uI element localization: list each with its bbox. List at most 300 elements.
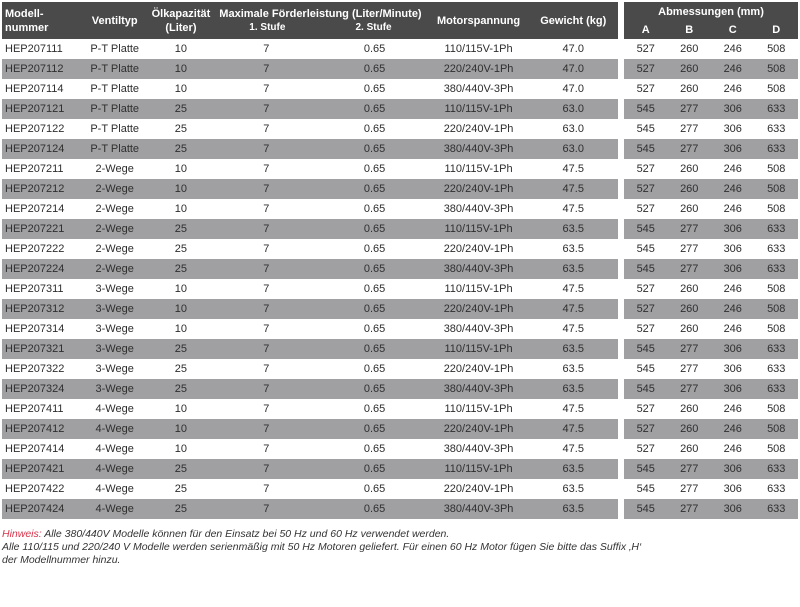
cell-dim-a: 545 — [624, 479, 668, 499]
table-row — [624, 39, 798, 59]
cell-voltage: 220/240V-1Ph — [429, 179, 529, 199]
cell-voltage: 220/240V-1Ph — [429, 419, 529, 439]
table-row — [624, 499, 798, 519]
cell-dim-b: 277 — [668, 119, 712, 139]
cell-dim-d: 508 — [755, 159, 799, 179]
cell-dim-a: 545 — [624, 459, 668, 479]
cell-weight: 63.5 — [528, 259, 618, 279]
cell-dim-a: 527 — [624, 279, 668, 299]
cell-dim-a: 545 — [624, 119, 668, 139]
cell-valve-type: 4-Wege — [80, 399, 150, 419]
cell-weight: 63.5 — [528, 339, 618, 359]
header-oil-capacity: Ölkapazität (Liter) — [150, 2, 213, 39]
cell-flow — [212, 199, 428, 219]
cell-flow-stage-1: 7 — [263, 83, 270, 95]
cell-model-number: HEP207414 — [2, 439, 80, 459]
cell-flow-stage-2: 0.65 — [363, 143, 386, 155]
footnote-line-3: der Modellnummer hinzu. — [2, 554, 121, 566]
cell-flow-stage-1: 7 — [263, 183, 270, 195]
cell-dim-c: 246 — [711, 79, 755, 99]
cell-voltage: 110/115V-1Ph — [429, 99, 529, 119]
cell-dim-b: 277 — [668, 359, 712, 379]
cell-flow — [212, 279, 428, 299]
cell-flow-stage-2: 0.65 — [363, 403, 386, 415]
table-row — [2, 199, 618, 219]
cell-model-number: HEP207124 — [2, 139, 80, 159]
table-row — [2, 419, 618, 439]
cell-dim-c: 306 — [711, 139, 755, 159]
cell-dim-c: 246 — [711, 399, 755, 419]
cell-flow-stage-2: 0.65 — [363, 503, 386, 515]
cell-dim-a: 527 — [624, 319, 668, 339]
cell-oil-capacity: 10 — [150, 399, 213, 419]
cell-dim-a: 545 — [624, 499, 668, 519]
cell-flow-stage-2: 0.65 — [363, 83, 386, 95]
cell-valve-type: 2-Wege — [80, 259, 150, 279]
cell-flow-stage-2: 0.65 — [363, 123, 386, 135]
cell-flow-stage-1: 7 — [263, 243, 270, 255]
cell-weight: 47.0 — [528, 59, 618, 79]
dimensions-table — [624, 2, 798, 519]
header-stage-1: 1. Stufe — [249, 21, 286, 33]
cell-dim-d: 508 — [755, 199, 799, 219]
cell-model-number: HEP207412 — [2, 419, 80, 439]
cell-model-number: HEP207111 — [2, 39, 80, 59]
header-valve-type: Ventiltyp — [80, 2, 150, 39]
cell-dim-d: 508 — [755, 279, 799, 299]
cell-flow-stage-2: 0.65 — [363, 483, 386, 495]
cell-dim-b: 260 — [668, 319, 712, 339]
cell-flow-stage-1: 7 — [263, 443, 270, 455]
cell-weight: 47.5 — [528, 199, 618, 219]
cell-flow — [212, 459, 428, 479]
cell-dim-b: 277 — [668, 459, 712, 479]
cell-valve-type: 2-Wege — [80, 159, 150, 179]
cell-dim-b: 260 — [668, 39, 712, 59]
cell-flow-stage-1: 7 — [263, 143, 270, 155]
cell-flow-stage-2: 0.65 — [363, 423, 386, 435]
cell-flow-stage-2: 0.65 — [363, 383, 386, 395]
table-row — [624, 99, 798, 119]
cell-dim-c: 306 — [711, 119, 755, 139]
cell-oil-capacity: 25 — [150, 239, 213, 259]
cell-dim-c: 246 — [711, 179, 755, 199]
cell-valve-type: 4-Wege — [80, 479, 150, 499]
cell-dim-a: 527 — [624, 399, 668, 419]
cell-voltage: 110/115V-1Ph — [429, 219, 529, 239]
table-row — [2, 299, 618, 319]
cell-model-number: HEP207211 — [2, 159, 80, 179]
cell-dim-d: 508 — [755, 39, 799, 59]
cell-dim-c: 246 — [711, 39, 755, 59]
cell-oil-capacity: 25 — [150, 259, 213, 279]
cell-dim-d: 633 — [755, 459, 799, 479]
cell-dim-a: 545 — [624, 219, 668, 239]
table-row — [624, 279, 798, 299]
table-row — [2, 219, 618, 239]
table-row — [2, 499, 618, 519]
cell-dim-a: 527 — [624, 419, 668, 439]
cell-valve-type: 4-Wege — [80, 459, 150, 479]
table-row — [624, 219, 798, 239]
cell-dim-a: 527 — [624, 39, 668, 59]
cell-model-number: HEP207421 — [2, 459, 80, 479]
footnote — [2, 528, 798, 567]
cell-dim-c: 306 — [711, 339, 755, 359]
table-row — [624, 119, 798, 139]
cell-dim-b: 260 — [668, 159, 712, 179]
cell-dim-b: 277 — [668, 339, 712, 359]
cell-oil-capacity: 10 — [150, 419, 213, 439]
cell-flow-stage-1: 7 — [263, 343, 270, 355]
cell-weight: 47.5 — [528, 299, 618, 319]
header-dim-c: C — [711, 21, 755, 39]
table-row — [2, 59, 618, 79]
cell-oil-capacity: 10 — [150, 159, 213, 179]
cell-voltage: 220/240V-1Ph — [429, 59, 529, 79]
cell-dim-a: 545 — [624, 339, 668, 359]
header-weight: Gewicht (kg) — [528, 2, 618, 39]
cell-valve-type: P-T Platte — [80, 139, 150, 159]
cell-dim-d: 633 — [755, 499, 799, 519]
cell-dim-b: 277 — [668, 99, 712, 119]
cell-flow — [212, 99, 428, 119]
cell-weight: 63.5 — [528, 379, 618, 399]
cell-dim-b: 260 — [668, 179, 712, 199]
cell-flow — [212, 159, 428, 179]
cell-dim-a: 527 — [624, 439, 668, 459]
header-dimensions: Abmessungen (mm) — [624, 2, 798, 21]
cell-valve-type: 2-Wege — [80, 179, 150, 199]
table-row — [624, 419, 798, 439]
cell-dim-a: 545 — [624, 379, 668, 399]
cell-dim-d: 633 — [755, 339, 799, 359]
cell-oil-capacity: 25 — [150, 459, 213, 479]
cell-flow-stage-2: 0.65 — [363, 263, 386, 275]
cell-dim-c: 246 — [711, 299, 755, 319]
main-table-body — [2, 39, 618, 519]
cell-weight: 63.0 — [528, 119, 618, 139]
cell-flow — [212, 339, 428, 359]
table-row — [2, 479, 618, 499]
cell-oil-capacity: 10 — [150, 179, 213, 199]
cell-dim-c: 306 — [711, 259, 755, 279]
cell-model-number: HEP207121 — [2, 99, 80, 119]
cell-dim-d: 508 — [755, 59, 799, 79]
cell-flow — [212, 479, 428, 499]
cell-voltage: 380/440V-3Ph — [429, 439, 529, 459]
table-row — [2, 319, 618, 339]
cell-flow-stage-1: 7 — [263, 203, 270, 215]
cell-flow — [212, 499, 428, 519]
table-row — [2, 99, 618, 119]
cell-dim-b: 277 — [668, 379, 712, 399]
table-row — [2, 259, 618, 279]
cell-dim-b: 260 — [668, 439, 712, 459]
cell-dim-c: 246 — [711, 59, 755, 79]
cell-dim-c: 246 — [711, 159, 755, 179]
cell-flow — [212, 179, 428, 199]
cell-dim-a: 527 — [624, 299, 668, 319]
cell-valve-type: 3-Wege — [80, 379, 150, 399]
cell-weight: 63.5 — [528, 459, 618, 479]
cell-flow — [212, 359, 428, 379]
table-row — [624, 459, 798, 479]
cell-oil-capacity: 10 — [150, 319, 213, 339]
cell-flow-stage-2: 0.65 — [363, 463, 386, 475]
cell-dim-a: 527 — [624, 79, 668, 99]
cell-dim-c: 306 — [711, 219, 755, 239]
cell-flow-stage-2: 0.65 — [363, 303, 386, 315]
cell-dim-b: 260 — [668, 279, 712, 299]
cell-flow-stage-1: 7 — [263, 163, 270, 175]
header-flow — [212, 2, 428, 39]
cell-model-number: HEP207312 — [2, 299, 80, 319]
cell-dim-a: 545 — [624, 259, 668, 279]
cell-flow — [212, 319, 428, 339]
cell-model-number: HEP207411 — [2, 399, 80, 419]
footnote-text-1: Alle 380/440V Modelle können für den Einsatz bei 50 Hz und 60 Hz verwendet werden. — [41, 528, 450, 540]
header-flow-stages — [214, 21, 426, 35]
cell-valve-type: 3-Wege — [80, 339, 150, 359]
cell-dim-d: 633 — [755, 139, 799, 159]
table-row — [624, 439, 798, 459]
cell-voltage: 110/115V-1Ph — [429, 399, 529, 419]
cell-weight: 63.0 — [528, 99, 618, 119]
cell-flow-stage-1: 7 — [263, 43, 270, 55]
table-row — [2, 119, 618, 139]
table-row — [2, 379, 618, 399]
cell-oil-capacity: 10 — [150, 39, 213, 59]
hint-label: Hinweis: — [2, 528, 42, 540]
cell-dim-b: 277 — [668, 479, 712, 499]
cell-weight: 47.5 — [528, 159, 618, 179]
cell-dim-b: 277 — [668, 259, 712, 279]
dimensions-table-body — [624, 39, 798, 519]
cell-voltage: 380/440V-3Ph — [429, 79, 529, 99]
header-voltage: Motorspannung — [429, 2, 529, 39]
cell-oil-capacity: 25 — [150, 499, 213, 519]
cell-flow-stage-1: 7 — [263, 103, 270, 115]
cell-voltage: 380/440V-3Ph — [429, 499, 529, 519]
footnote-line-1 — [2, 528, 798, 541]
cell-model-number: HEP207311 — [2, 279, 80, 299]
cell-dim-d: 633 — [755, 379, 799, 399]
cell-dim-b: 277 — [668, 499, 712, 519]
cell-dim-c: 306 — [711, 379, 755, 399]
cell-flow-stage-1: 7 — [263, 403, 270, 415]
cell-flow-stage-2: 0.65 — [363, 283, 386, 295]
cell-flow-stage-1: 7 — [263, 223, 270, 235]
cell-dim-b: 260 — [668, 199, 712, 219]
table-row — [624, 359, 798, 379]
cell-flow-stage-1: 7 — [263, 323, 270, 335]
cell-model-number: HEP207321 — [2, 339, 80, 359]
cell-model-number: HEP207422 — [2, 479, 80, 499]
table-row — [2, 159, 618, 179]
cell-model-number: HEP207424 — [2, 499, 80, 519]
cell-model-number: HEP207112 — [2, 59, 80, 79]
cell-weight: 63.5 — [528, 219, 618, 239]
cell-valve-type: 2-Wege — [80, 219, 150, 239]
cell-valve-type: P-T Platte — [80, 59, 150, 79]
header-dim-d: D — [755, 21, 799, 39]
cell-oil-capacity: 25 — [150, 99, 213, 119]
cell-model-number: HEP207214 — [2, 199, 80, 219]
cell-flow — [212, 59, 428, 79]
cell-dim-b: 260 — [668, 399, 712, 419]
cell-dim-b: 260 — [668, 79, 712, 99]
cell-valve-type: 3-Wege — [80, 279, 150, 299]
cell-flow — [212, 379, 428, 399]
cell-valve-type: 4-Wege — [80, 499, 150, 519]
header-dim-b: B — [668, 21, 712, 39]
cell-dim-d: 508 — [755, 319, 799, 339]
cell-dim-c: 306 — [711, 99, 755, 119]
cell-oil-capacity: 25 — [150, 139, 213, 159]
cell-flow-stage-2: 0.65 — [363, 43, 386, 55]
cell-flow-stage-1: 7 — [263, 483, 270, 495]
table-row — [624, 159, 798, 179]
table-row — [624, 179, 798, 199]
cell-model-number: HEP207314 — [2, 319, 80, 339]
cell-dim-d: 633 — [755, 479, 799, 499]
cell-oil-capacity: 25 — [150, 359, 213, 379]
cell-voltage: 380/440V-3Ph — [429, 259, 529, 279]
cell-weight: 63.0 — [528, 139, 618, 159]
cell-dim-c: 246 — [711, 319, 755, 339]
table-row — [624, 399, 798, 419]
cell-valve-type: P-T Platte — [80, 119, 150, 139]
table-row — [624, 139, 798, 159]
cell-flow-stage-1: 7 — [263, 63, 270, 75]
footnote-line-2: Alle 110/115 und 220/240 V Modelle werden serienmäßig mit 50 Hz Motoren geliefert. Für einen 60 Hz Motor fügen Sie bitte das Suffix ‚H‘ — [2, 541, 642, 553]
table-row — [624, 199, 798, 219]
cell-oil-capacity: 25 — [150, 339, 213, 359]
cell-flow-stage-1: 7 — [263, 283, 270, 295]
table-row — [624, 299, 798, 319]
spec-sheet — [2, 2, 798, 567]
cell-flow-stage-2: 0.65 — [363, 243, 386, 255]
cell-valve-type: P-T Platte — [80, 99, 150, 119]
cell-weight: 63.5 — [528, 499, 618, 519]
cell-voltage: 220/240V-1Ph — [429, 299, 529, 319]
table-row — [2, 359, 618, 379]
cell-flow — [212, 419, 428, 439]
cell-dim-a: 527 — [624, 199, 668, 219]
cell-voltage: 380/440V-3Ph — [429, 379, 529, 399]
header-dim-a: A — [624, 21, 668, 39]
cell-dim-c: 306 — [711, 499, 755, 519]
table-row — [624, 339, 798, 359]
cell-dim-c: 306 — [711, 239, 755, 259]
cell-dim-c: 246 — [711, 279, 755, 299]
table-row — [2, 39, 618, 59]
cell-model-number: HEP207222 — [2, 239, 80, 259]
cell-voltage: 380/440V-3Ph — [429, 199, 529, 219]
cell-flow — [212, 239, 428, 259]
cell-oil-capacity: 25 — [150, 479, 213, 499]
cell-dim-c: 306 — [711, 359, 755, 379]
cell-model-number: HEP207122 — [2, 119, 80, 139]
cell-dim-d: 508 — [755, 299, 799, 319]
cell-flow-stage-2: 0.65 — [363, 163, 386, 175]
cell-weight: 47.5 — [528, 319, 618, 339]
table-row — [2, 339, 618, 359]
cell-flow — [212, 399, 428, 419]
cell-voltage: 110/115V-1Ph — [429, 459, 529, 479]
cell-dim-d: 508 — [755, 419, 799, 439]
cell-model-number: HEP207221 — [2, 219, 80, 239]
cell-flow — [212, 219, 428, 239]
table-row — [624, 59, 798, 79]
cell-voltage: 380/440V-3Ph — [429, 139, 529, 159]
cell-dim-a: 545 — [624, 99, 668, 119]
cell-model-number: HEP207324 — [2, 379, 80, 399]
cell-flow — [212, 259, 428, 279]
cell-dim-d: 508 — [755, 179, 799, 199]
cell-flow-stage-2: 0.65 — [363, 323, 386, 335]
cell-oil-capacity: 10 — [150, 79, 213, 99]
cell-oil-capacity: 10 — [150, 439, 213, 459]
cell-weight: 47.5 — [528, 279, 618, 299]
cell-dim-b: 260 — [668, 299, 712, 319]
cell-voltage: 110/115V-1Ph — [429, 159, 529, 179]
cell-flow — [212, 139, 428, 159]
cell-weight: 47.5 — [528, 179, 618, 199]
cell-dim-c: 306 — [711, 479, 755, 499]
cell-flow — [212, 119, 428, 139]
cell-model-number: HEP207322 — [2, 359, 80, 379]
cell-flow-stage-2: 0.65 — [363, 443, 386, 455]
cell-flow-stage-2: 0.65 — [363, 183, 386, 195]
cell-valve-type: 3-Wege — [80, 319, 150, 339]
cell-weight: 47.0 — [528, 79, 618, 99]
tables-container — [2, 2, 798, 519]
cell-weight: 47.5 — [528, 399, 618, 419]
cell-flow-stage-1: 7 — [263, 363, 270, 375]
cell-dim-c: 246 — [711, 439, 755, 459]
cell-flow-stage-2: 0.65 — [363, 103, 386, 115]
table-row — [624, 79, 798, 99]
cell-dim-b: 277 — [668, 239, 712, 259]
cell-oil-capacity: 10 — [150, 59, 213, 79]
table-row — [624, 319, 798, 339]
header-stage-2: 2. Stufe — [355, 21, 392, 33]
cell-weight: 47.5 — [528, 419, 618, 439]
cell-flow — [212, 39, 428, 59]
cell-flow-stage-2: 0.65 — [363, 363, 386, 375]
cell-oil-capacity: 25 — [150, 119, 213, 139]
cell-dim-d: 633 — [755, 259, 799, 279]
table-row — [2, 179, 618, 199]
header-model: Modell- nummer — [2, 2, 80, 39]
cell-weight: 63.5 — [528, 359, 618, 379]
table-row — [2, 139, 618, 159]
cell-oil-capacity: 10 — [150, 279, 213, 299]
cell-voltage: 220/240V-1Ph — [429, 239, 529, 259]
table-row — [2, 79, 618, 99]
table-row — [2, 239, 618, 259]
cell-dim-b: 277 — [668, 139, 712, 159]
cell-flow-stage-2: 0.65 — [363, 203, 386, 215]
cell-weight: 63.5 — [528, 479, 618, 499]
cell-dim-a: 545 — [624, 239, 668, 259]
cell-dim-d: 508 — [755, 399, 799, 419]
cell-valve-type: 2-Wege — [80, 239, 150, 259]
table-row — [2, 459, 618, 479]
cell-dim-c: 246 — [711, 199, 755, 219]
